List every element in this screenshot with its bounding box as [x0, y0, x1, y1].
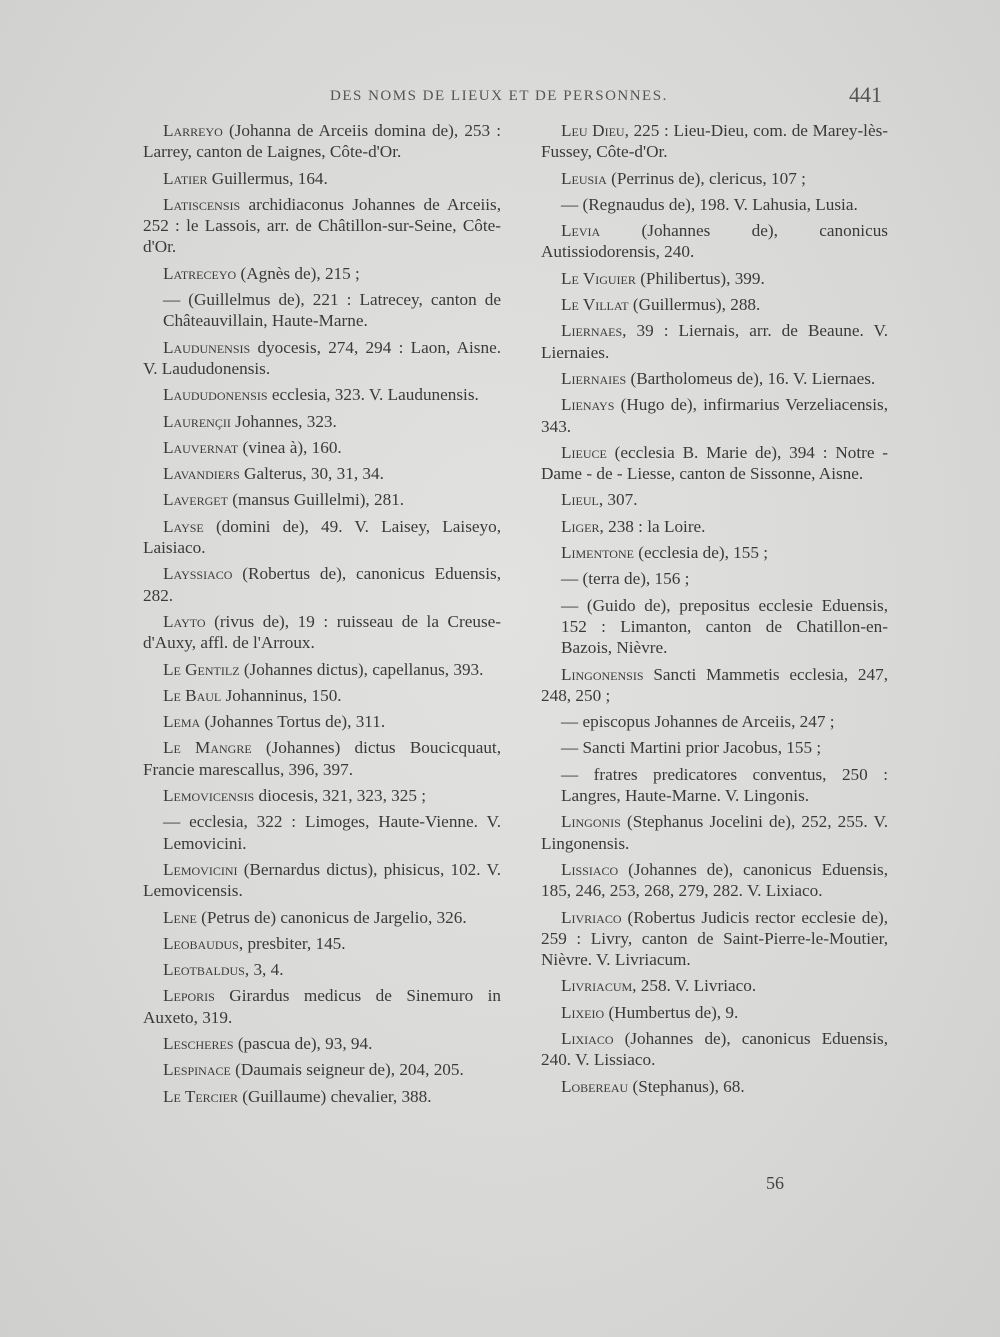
index-entry [143, 933, 501, 954]
index-entry [541, 294, 888, 315]
index-entry [143, 737, 501, 780]
index-entry [541, 1028, 888, 1071]
entry-headword: — [561, 569, 579, 589]
entry-text: (pascua de), 93, 94. [233, 1033, 373, 1053]
entry-text: Johannes, 323. [230, 411, 337, 431]
entry-text: (Johannes Tortus de), 311. [200, 712, 386, 732]
entry-headword: Lespinace [163, 1060, 231, 1080]
entry-text: Johanninus, 150. [221, 685, 342, 705]
entry-headword: Lemovicini [163, 859, 238, 879]
entry-headword: Leobaudus [163, 933, 239, 953]
entry-text: Galterus, 30, 31, 34. [239, 464, 384, 484]
entry-text: (Johannes dictus), capellanus, 393. [239, 659, 484, 679]
running-title: DES NOMS DE LIEUX ET DE PERSONNES. [330, 88, 668, 104]
entry-text: (Johannes) dictus Boucicquaut, Francie marescallus, 396, 397. [143, 738, 501, 779]
index-entry [541, 1002, 888, 1023]
entry-headword: Lene [163, 907, 197, 927]
entry-headword: Liernaies [561, 368, 627, 388]
entry-headword: Lemovicensis [163, 786, 255, 806]
entry-headword: Lieul [561, 490, 599, 510]
index-entry [541, 394, 888, 437]
page-number: 441 [849, 82, 882, 107]
entry-text: , 238 : la Loire. [599, 516, 706, 536]
entry-text: (mansus Guillelmi), 281. [227, 490, 405, 510]
entry-text: Guillermus, 164. [207, 168, 328, 188]
index-entry [143, 437, 501, 458]
entry-text: (Guillermus), 288. [628, 295, 761, 315]
entry-headword: Lixeio [561, 1002, 605, 1022]
entry-headword: — [561, 712, 579, 732]
entry-text: , presbiter, 145. [238, 933, 346, 953]
entry-headword: Leusia [561, 168, 607, 188]
entry-text: , 258. V. Livriaco. [632, 976, 757, 996]
entry-headword: Leu Dieu [561, 121, 625, 140]
index-entry [143, 337, 501, 380]
entry-text: (Robertus Judicis rector ecclesie de), 259 : Livry, canton de Saint-Pierre-le-Moutier, Nièvre. V. Livriacum. [541, 907, 888, 970]
entry-headword: Latreceyo [163, 263, 237, 283]
index-entry [541, 1076, 888, 1097]
entry-text: diocesis, 321, 323, 325 ; [254, 786, 427, 806]
entry-headword: Lingonensis [561, 664, 644, 684]
index-entry [143, 859, 501, 902]
index-entry [143, 1033, 501, 1054]
entry-text: (Bartholomeus de), 16. V. Liernaes. [626, 368, 876, 388]
entry-headword: Lissiaco [561, 859, 619, 879]
index-entry [541, 542, 888, 563]
index-entry [143, 120, 501, 163]
index-entry [143, 1086, 501, 1107]
index-entry [143, 785, 501, 806]
entry-headword: Le Gentilz [163, 659, 240, 679]
entry-headword: — [163, 290, 181, 310]
entry-text: (Regnaudus de), 198. V. Lahusia, Lusia. [578, 194, 858, 214]
entry-text: (Guido de), prepositus ecclesie Eduensis, 152 : Limanton, canton de Chatillon-en-Bazois, Nièvre. [561, 595, 888, 658]
entry-headword: Livriaco [561, 907, 622, 927]
entry-headword: Laududonensis [163, 385, 268, 405]
index-entry [143, 411, 501, 432]
entry-text: dyocesis, 274, 294 : Laon, Aisne. V. Laududonensis. [143, 337, 501, 378]
entry-text: ecclesia, 322 : Limoges, Haute-Vienne. V. Lemovicini. [163, 812, 501, 853]
index-entry [143, 563, 501, 606]
entry-text: (rivus de), 19 : ruisseau de la Creuse-d'Auxy, affl. de l'Arroux. [143, 611, 501, 653]
entry-headword: Liernaes [561, 321, 623, 341]
entry-headword: — [561, 738, 579, 758]
index-entry [143, 811, 501, 854]
entry-headword: Le Mangre [163, 738, 252, 758]
entry-text: Sancti Mammetis ecclesia, 247, 248, 250 ; [541, 664, 888, 705]
index-entry [143, 659, 501, 680]
index-entry [541, 907, 888, 971]
entry-text: (Daumais seigneur de), 204, 205. [230, 1060, 464, 1080]
entry-headword: Le Tercier [163, 1086, 238, 1106]
index-entry [143, 907, 501, 928]
entry-headword: Liger [561, 516, 600, 536]
entry-text: (Guillaume) chevalier, 388. [237, 1086, 432, 1106]
index-column-left [143, 120, 501, 1112]
entry-text: (Hugo de), infirmarius Verzeliacensis, 343. [541, 395, 888, 436]
entry-text: (Guillelmus de), 221 : Latrecey, canton de Châteauvillain, Haute-Marne. [163, 290, 501, 331]
entry-text: Sancti Martini prior Jacobus, 155 ; [578, 738, 822, 758]
entry-text: (Johannes de), canonicus Eduensis, 240. V. Lissiaco. [541, 1028, 888, 1070]
index-entry [541, 859, 888, 902]
entry-text: , 307. [598, 490, 638, 510]
index-entry [143, 263, 501, 284]
entry-headword: Lienays [561, 395, 615, 415]
entry-text: (Johannes de), canonicus Eduensis, 185, 246, 253, 268, 279, 282. V. Lixiaco. [541, 859, 888, 901]
index-entry [541, 368, 888, 389]
entry-text: , 225 : Lieu-Dieu, com. de Marey-lès-Fussey, Côte-d'Or. [541, 121, 888, 162]
entry-headword: — [561, 595, 579, 615]
entry-text: (terra de), 156 ; [578, 569, 690, 589]
index-entry [541, 268, 888, 289]
signature-mark: 56 [766, 1173, 784, 1193]
entry-text: (ecclesia B. Marie de), 394 : Notre - Dame - de - Liesse, canton de Sissonne, Aisne. [541, 442, 888, 484]
entry-text: ecclesia, 323. V. Laudunensis. [267, 385, 479, 405]
index-entry [541, 595, 888, 659]
entry-text: (Petrus de) canonicus de Jargelio, 326. [196, 907, 467, 927]
entry-text: (Humbertus de), 9. [604, 1002, 739, 1022]
entry-headword: Le Baul [163, 685, 222, 705]
entry-headword: Le Viguier [561, 268, 636, 288]
index-entry [143, 985, 501, 1028]
index-entry [143, 194, 501, 258]
index-entry [541, 764, 888, 807]
entry-headword: Larreyo [163, 121, 223, 140]
index-entry [143, 685, 501, 706]
entry-headword: Levia [561, 221, 601, 241]
index-entry [541, 516, 888, 537]
index-entry [541, 194, 888, 215]
index-entry [541, 711, 888, 732]
entry-headword: Livriacum [561, 976, 633, 996]
entry-text: (domini de), 49. V. Laisey, Laiseyo, Laisiaco. [143, 516, 501, 558]
entry-headword: Lixiaco [561, 1028, 614, 1048]
entry-text: , 39 : Liernais, arr. de Beaune. V. Liernaies. [541, 321, 888, 362]
index-entry [541, 168, 888, 189]
entry-headword: Le Villat [561, 295, 629, 315]
entry-text: (Bernardus dictus), phisicus, 102. V. Lemovicensis. [143, 859, 501, 901]
index-entry [541, 811, 888, 854]
entry-headword: Laverget [163, 490, 228, 510]
entry-text: (Philibertus), 399. [635, 268, 765, 288]
index-column-right [541, 120, 888, 1102]
entry-text: fratres predicatores conventus, 250 : Langres, Haute-Marne. V. Lingonis. [561, 764, 888, 806]
entry-text: (Johannes de), canonicus Autissiodorensis, 240. [541, 221, 888, 262]
index-entry [143, 489, 501, 510]
entry-headword: Lauvernat [163, 437, 239, 457]
entry-headword: Lema [163, 712, 201, 732]
entry-headword: Laurençii [163, 411, 231, 431]
entry-headword: — [163, 812, 181, 832]
entry-headword: Limentone [561, 543, 634, 563]
index-entry [541, 975, 888, 996]
index-entry [541, 489, 888, 510]
index-entry [541, 442, 888, 485]
index-entry [143, 516, 501, 559]
index-entry [143, 384, 501, 405]
entry-headword: Leporis [163, 986, 215, 1006]
entry-text: (vinea à), 160. [238, 437, 342, 457]
entry-headword: Leotbaldus [163, 960, 245, 980]
entry-text: (Stephanus), 68. [628, 1076, 745, 1096]
entry-text: , 3, 4. [244, 960, 284, 980]
index-entry [143, 168, 501, 189]
entry-text: (ecclesia de), 155 ; [633, 543, 769, 563]
index-entry [143, 959, 501, 980]
entry-headword: Lescheres [163, 1033, 234, 1053]
entry-headword: Latier [163, 168, 208, 188]
index-entry [541, 320, 888, 363]
entry-headword: Lingonis [561, 812, 621, 832]
index-entry [541, 664, 888, 707]
entry-headword: Layto [163, 611, 206, 631]
entry-text: (Agnès de), 215 ; [236, 263, 360, 283]
entry-headword: Layse [163, 516, 204, 536]
entry-headword: — [561, 764, 579, 784]
index-entry [143, 463, 501, 484]
index-entry [143, 611, 501, 654]
entry-text: Girardus medicus de Sinemuro in Auxeto, 319. [143, 986, 501, 1027]
index-entry [143, 711, 501, 732]
entry-text: (Perrinus de), clericus, 107 ; [606, 168, 806, 188]
index-entry [541, 568, 888, 589]
entry-text: archidiaconus Johannes de Arceiis, 252 : le Lassois, arr. de Châtillon-sur-Seine, Côte-d'Or. [143, 194, 501, 257]
index-entry [143, 1059, 501, 1080]
entry-text: (Johanna de Arceiis domina de), 253 : Larrey, canton de Laignes, Côte-d'Or. [143, 121, 501, 162]
entry-headword: Latiscensis [163, 194, 241, 214]
entry-headword: Lobereau [561, 1076, 629, 1096]
entry-text: (Stephanus Jocelini de), 252, 255. V. Lingonensis. [541, 812, 888, 853]
entry-headword: Lieuce [561, 442, 607, 462]
entry-text: (Robertus de), canonicus Eduensis, 282. [143, 564, 501, 605]
index-entry [541, 737, 888, 758]
index-entry [541, 220, 888, 263]
index-entry [541, 120, 888, 163]
entry-headword: — [561, 194, 579, 214]
entry-headword: Lavandiers [163, 464, 240, 484]
entry-text: episcopus Johannes de Arceiis, 247 ; [578, 712, 835, 732]
entry-headword: Layssiaco [163, 564, 233, 584]
index-entry [143, 289, 501, 332]
entry-headword: Laudunensis [163, 337, 251, 357]
